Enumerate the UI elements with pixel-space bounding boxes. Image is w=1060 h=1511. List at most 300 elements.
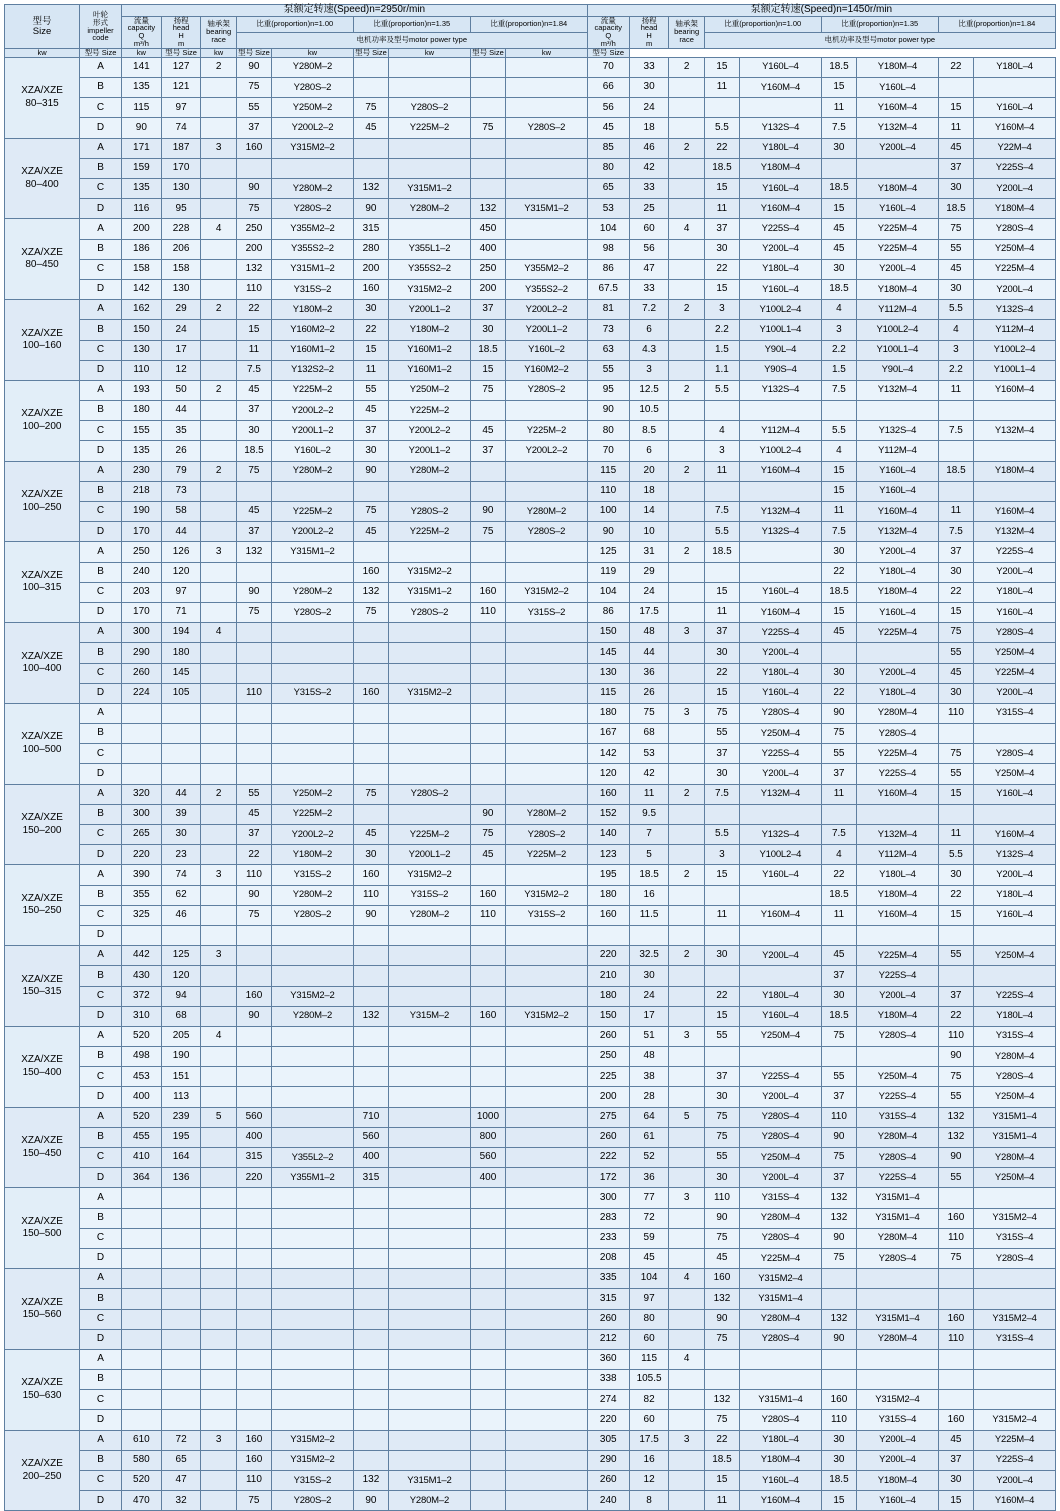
head-1450-cell: 6 bbox=[629, 320, 669, 340]
model-2950-p184-cell bbox=[506, 925, 588, 945]
head-2950-cell: 35 bbox=[161, 421, 201, 441]
header-model-2: 型号 Size bbox=[161, 49, 201, 58]
model-1450-p135-cell bbox=[857, 925, 939, 945]
model-1450-p135-cell: Y132M–4 bbox=[857, 825, 939, 845]
model-2950-p100-cell bbox=[272, 481, 354, 501]
kw-1450-p184-cell: 45 bbox=[938, 138, 973, 158]
kw-2950-p135-cell bbox=[353, 623, 388, 643]
head-1450-cell: 17 bbox=[629, 1006, 669, 1026]
table-row bbox=[5, 1168, 1056, 1188]
capacity-1450-cell: 290 bbox=[587, 1450, 629, 1470]
kw-2950-p135-cell: 30 bbox=[353, 845, 388, 865]
model-2950-p100-cell bbox=[272, 623, 354, 643]
kw-2950-p184-cell bbox=[470, 1450, 505, 1470]
kw-2950-p135-cell: 30 bbox=[353, 441, 388, 461]
model-1450-p100-cell bbox=[740, 542, 822, 562]
kw-1450-p100-cell: 30 bbox=[704, 1087, 739, 1107]
model-1450-p184-cell: Y315M2–4 bbox=[974, 1208, 1056, 1228]
pump-size-line1: XZA/XZE bbox=[21, 731, 63, 743]
model-1450-p135-cell bbox=[857, 1289, 939, 1309]
kw-2950-p135-cell: 55 bbox=[353, 380, 388, 400]
model-2950-p135-cell: Y315M2–2 bbox=[389, 279, 471, 299]
table-row bbox=[5, 421, 1056, 441]
pump-size-line2: 80–450 bbox=[25, 259, 59, 271]
kw-1450-p100-cell: 75 bbox=[704, 1107, 739, 1127]
head-1450-cell: 44 bbox=[629, 643, 669, 663]
model-1450-p100-cell: Y160L–4 bbox=[740, 582, 822, 602]
impeller-code-cell: B bbox=[80, 643, 122, 663]
impeller-code-cell: B bbox=[80, 320, 122, 340]
model-2950-p135-cell bbox=[389, 1067, 471, 1087]
impeller-code-cell: B bbox=[80, 1289, 122, 1309]
head-1450-cell: 17.5 bbox=[629, 602, 669, 622]
kw-1450-p184-cell: 18.5 bbox=[938, 199, 973, 219]
cap-l4: m³/h bbox=[133, 39, 149, 49]
model-1450-p135-cell: Y160L–4 bbox=[857, 78, 939, 98]
head-l1: 扬程 bbox=[173, 15, 189, 25]
head-1450-cell: 24 bbox=[629, 986, 669, 1006]
model-2950-p184-cell bbox=[506, 724, 588, 744]
model-2950-p184-cell: Y280M–2 bbox=[506, 804, 588, 824]
kw-2950-p184-cell bbox=[470, 623, 505, 643]
model-1450-p100-cell: Y100L2–4 bbox=[740, 300, 822, 320]
kw-1450-p100-cell: 132 bbox=[704, 1390, 739, 1410]
kw-1450-p100-cell: 75 bbox=[704, 1228, 739, 1248]
model-1450-p135-cell bbox=[857, 1370, 939, 1390]
model-2950-p135-cell bbox=[389, 1450, 471, 1470]
kw-1450-p100-cell: 37 bbox=[704, 623, 739, 643]
model-1450-p100-cell: Y250M–4 bbox=[740, 1148, 822, 1168]
bearing-2950-cell: 2 bbox=[201, 300, 236, 320]
bearing-2950-cell: 3 bbox=[201, 946, 236, 966]
kw-2950-p135-cell: 45 bbox=[353, 401, 388, 421]
bearing-1450-cell bbox=[669, 925, 704, 945]
model-1450-p100-cell: Y280M–4 bbox=[740, 1309, 822, 1329]
impeller-code-cell: C bbox=[80, 98, 122, 118]
impeller-code-cell: C bbox=[80, 502, 122, 522]
capacity-2950-cell: 142 bbox=[122, 279, 162, 299]
kw-2950-p135-cell: 132 bbox=[353, 179, 388, 199]
model-2950-p135-cell bbox=[389, 57, 471, 77]
bearing-2950-cell: 3 bbox=[201, 1430, 236, 1450]
kw-2950-p135-cell bbox=[353, 542, 388, 562]
kw-2950-p184-cell bbox=[470, 1430, 505, 1450]
bearing-1450-cell bbox=[669, 1148, 704, 1168]
head2-l2: head bbox=[640, 23, 658, 33]
kw-2950-p135-cell bbox=[353, 1087, 388, 1107]
model-1450-p184-cell: Y160M–4 bbox=[974, 1491, 1056, 1511]
model-1450-p184-cell: Y200L–4 bbox=[974, 179, 1056, 199]
bearing-2950-cell bbox=[201, 845, 236, 865]
impeller-code-cell: B bbox=[80, 158, 122, 178]
model-2950-p135-cell bbox=[389, 1269, 471, 1289]
capacity-1450-cell: 104 bbox=[587, 582, 629, 602]
capacity-2950-cell: 135 bbox=[122, 78, 162, 98]
model-1450-p100-cell: Y160L–4 bbox=[740, 683, 822, 703]
bearing-2950-cell bbox=[201, 1450, 236, 1470]
head-1450-cell: 115 bbox=[629, 1349, 669, 1369]
bearing-1450-cell bbox=[669, 1006, 704, 1026]
model-1450-p100-cell: Y100L2–4 bbox=[740, 441, 822, 461]
kw-1450-p135-cell: 18.5 bbox=[821, 179, 856, 199]
impeller-code-cell: D bbox=[80, 1006, 122, 1026]
head-1450-cell: 28 bbox=[629, 1087, 669, 1107]
model-1450-p184-cell: Y160L–4 bbox=[974, 905, 1056, 925]
kw-2950-p100-cell: 11 bbox=[236, 340, 271, 360]
kw-2950-p100-cell: 400 bbox=[236, 1127, 271, 1147]
kw-2950-p135-cell: 22 bbox=[353, 320, 388, 340]
model-1450-p184-cell bbox=[974, 804, 1056, 824]
capacity-1450-cell: 283 bbox=[587, 1208, 629, 1228]
head-2950-cell: 130 bbox=[161, 179, 201, 199]
table-row bbox=[5, 925, 1056, 945]
kw-1450-p135-cell: 4 bbox=[821, 441, 856, 461]
model-1450-p100-cell bbox=[740, 562, 822, 582]
model-2950-p135-cell: Y315M2–2 bbox=[389, 562, 471, 582]
kw-1450-p184-cell: 7.5 bbox=[938, 522, 973, 542]
head-1450-cell: 16 bbox=[629, 885, 669, 905]
head-2950-cell: 39 bbox=[161, 804, 201, 824]
kw-2950-p184-cell bbox=[470, 643, 505, 663]
kw-2950-p135-cell bbox=[353, 1410, 388, 1430]
header-bearing-1450 bbox=[669, 16, 704, 49]
kw-2950-p100-cell bbox=[236, 1329, 271, 1349]
model-2950-p100-cell bbox=[272, 1329, 354, 1349]
capacity-1450-cell: 260 bbox=[587, 1127, 629, 1147]
capacity-1450-cell: 120 bbox=[587, 764, 629, 784]
table-row bbox=[5, 825, 1056, 845]
model-2950-p135-cell bbox=[389, 1107, 471, 1127]
model-2950-p184-cell bbox=[506, 1087, 588, 1107]
kw-1450-p135-cell: 75 bbox=[821, 1026, 856, 1046]
head-1450-cell: 75 bbox=[629, 703, 669, 723]
capacity-1450-cell: 260 bbox=[587, 1471, 629, 1491]
capacity-1450-cell: 260 bbox=[587, 1309, 629, 1329]
model-1450-p184-cell bbox=[974, 1390, 1056, 1410]
kw-1450-p184-cell bbox=[938, 1370, 973, 1390]
kw-1450-p135-cell: 90 bbox=[821, 1329, 856, 1349]
capacity-2950-cell: 455 bbox=[122, 1127, 162, 1147]
table-row bbox=[5, 1269, 1056, 1289]
head-2950-cell bbox=[161, 1410, 201, 1430]
model-1450-p135-cell: Y160L–4 bbox=[857, 461, 939, 481]
model-2950-p135-cell bbox=[389, 925, 471, 945]
table-row bbox=[5, 259, 1056, 279]
head-2950-cell bbox=[161, 1228, 201, 1248]
model-2950-p100-cell bbox=[272, 966, 354, 986]
model-2950-p100-cell: Y315M1–2 bbox=[272, 259, 354, 279]
kw-2950-p100-cell: 55 bbox=[236, 784, 271, 804]
capacity-2950-cell: 135 bbox=[122, 441, 162, 461]
model-1450-p100-cell: Y180M–4 bbox=[740, 1450, 822, 1470]
model-2950-p100-cell bbox=[272, 1047, 354, 1067]
model-1450-p100-cell: Y90L–4 bbox=[740, 340, 822, 360]
bearing-2950-cell bbox=[201, 239, 236, 259]
header-model-1: 型号 Size bbox=[80, 49, 122, 58]
impeller-code-cell: A bbox=[80, 300, 122, 320]
model-1450-p100-cell: Y315M2–4 bbox=[740, 1269, 822, 1289]
model-2950-p100-cell: Y315S–2 bbox=[272, 683, 354, 703]
kw-1450-p184-cell: 11 bbox=[938, 825, 973, 845]
bearing-2950-cell: 2 bbox=[201, 461, 236, 481]
model-2950-p100-cell: Y280M–2 bbox=[272, 582, 354, 602]
model-1450-p135-cell: Y112M–4 bbox=[857, 441, 939, 461]
kw-1450-p184-cell: 7.5 bbox=[938, 421, 973, 441]
bearing-2950-cell bbox=[201, 925, 236, 945]
pump-size-line1: XZA/XZE bbox=[21, 1054, 63, 1066]
capacity-2950-cell bbox=[122, 1269, 162, 1289]
impeller-code-cell: C bbox=[80, 1148, 122, 1168]
table-row bbox=[5, 764, 1056, 784]
model-1450-p100-cell bbox=[740, 481, 822, 501]
model-1450-p100-cell: Y160M–4 bbox=[740, 78, 822, 98]
kw-1450-p184-cell: 55 bbox=[938, 764, 973, 784]
kw-2950-p100-cell bbox=[236, 1067, 271, 1087]
bearing-1450-cell: 3 bbox=[669, 1026, 704, 1046]
bearing-1450-cell bbox=[669, 1228, 704, 1248]
model-2950-p184-cell bbox=[506, 1349, 588, 1369]
model-1450-p135-cell: Y180L–4 bbox=[857, 683, 939, 703]
capacity-1450-cell: 240 bbox=[587, 1491, 629, 1511]
model-1450-p135-cell bbox=[857, 401, 939, 421]
kw-1450-p184-cell: 37 bbox=[938, 986, 973, 1006]
kw-1450-p184-cell: 15 bbox=[938, 784, 973, 804]
head-1450-cell: 18 bbox=[629, 118, 669, 138]
table-row bbox=[5, 1410, 1056, 1430]
bearing-2950-cell bbox=[201, 764, 236, 784]
model-1450-p135-cell: Y180M–4 bbox=[857, 1006, 939, 1026]
head-2950-cell: 46 bbox=[161, 905, 201, 925]
pump-size-cell bbox=[5, 300, 80, 381]
capacity-1450-cell: 98 bbox=[587, 239, 629, 259]
kw-1450-p135-cell: 30 bbox=[821, 663, 856, 683]
kw-1450-p184-cell: 160 bbox=[938, 1208, 973, 1228]
kw-2950-p184-cell bbox=[470, 1370, 505, 1390]
kw-2950-p135-cell bbox=[353, 1269, 388, 1289]
kw-2950-p100-cell bbox=[236, 925, 271, 945]
model-1450-p135-cell: Y280M–4 bbox=[857, 703, 939, 723]
model-1450-p184-cell: Y200L–4 bbox=[974, 279, 1056, 299]
model-1450-p135-cell: Y200L–4 bbox=[857, 1430, 939, 1450]
model-2950-p135-cell bbox=[389, 623, 471, 643]
table-row bbox=[5, 1430, 1056, 1450]
capacity-1450-cell: 125 bbox=[587, 542, 629, 562]
capacity-1450-cell: 233 bbox=[587, 1228, 629, 1248]
model-1450-p135-cell bbox=[857, 804, 939, 824]
capacity-1450-cell: 180 bbox=[587, 885, 629, 905]
kw-2950-p100-cell: 37 bbox=[236, 401, 271, 421]
impeller-code-cell: D bbox=[80, 279, 122, 299]
kw-2950-p100-cell: 250 bbox=[236, 219, 271, 239]
kw-1450-p135-cell: 3 bbox=[821, 320, 856, 340]
kw-1450-p135-cell: 4 bbox=[821, 845, 856, 865]
capacity-1450-cell: 167 bbox=[587, 724, 629, 744]
model-2950-p100-cell bbox=[272, 1248, 354, 1268]
model-2950-p184-cell bbox=[506, 1047, 588, 1067]
model-1450-p184-cell: Y225S–4 bbox=[974, 986, 1056, 1006]
kw-2950-p135-cell bbox=[353, 1390, 388, 1410]
head-1450-cell: 5 bbox=[629, 845, 669, 865]
capacity-2950-cell bbox=[122, 1188, 162, 1208]
kw-1450-p100-cell: 5.5 bbox=[704, 522, 739, 542]
model-1450-p135-cell: Y225S–4 bbox=[857, 764, 939, 784]
head-2950-cell: 74 bbox=[161, 118, 201, 138]
kw-1450-p100-cell: 55 bbox=[704, 1026, 739, 1046]
pump-size-cell bbox=[5, 946, 80, 1027]
model-2950-p135-cell: Y250M–2 bbox=[389, 380, 471, 400]
impeller-code-cell: A bbox=[80, 1188, 122, 1208]
kw-1450-p135-cell: 132 bbox=[821, 1309, 856, 1329]
capacity-1450-cell: 95 bbox=[587, 380, 629, 400]
model-2950-p184-cell bbox=[506, 179, 588, 199]
bearing-1450-cell bbox=[669, 360, 704, 380]
kw-1450-p100-cell: 30 bbox=[704, 239, 739, 259]
model-2950-p135-cell bbox=[389, 1148, 471, 1168]
table-row bbox=[5, 542, 1056, 562]
model-2950-p184-cell bbox=[506, 481, 588, 501]
kw-2950-p184-cell: 18.5 bbox=[470, 340, 505, 360]
bearing-2950-cell bbox=[201, 885, 236, 905]
kw-1450-p135-cell: 15 bbox=[821, 1491, 856, 1511]
kw-2950-p184-cell: 90 bbox=[470, 502, 505, 522]
kw-1450-p135-cell: 4 bbox=[821, 300, 856, 320]
model-1450-p184-cell: Y280S–4 bbox=[974, 219, 1056, 239]
model-2950-p184-cell bbox=[506, 219, 588, 239]
impeller-l3: impeller bbox=[87, 25, 114, 35]
model-1450-p100-cell: Y180L–4 bbox=[740, 1430, 822, 1450]
model-1450-p100-cell bbox=[740, 401, 822, 421]
capacity-2950-cell: 355 bbox=[122, 885, 162, 905]
kw-1450-p135-cell: 110 bbox=[821, 1410, 856, 1430]
model-1450-p100-cell: Y132S–4 bbox=[740, 380, 822, 400]
model-1450-p184-cell: Y100L2–4 bbox=[974, 340, 1056, 360]
capacity-2950-cell bbox=[122, 1208, 162, 1228]
bearing-1450-cell bbox=[669, 98, 704, 118]
model-1450-p184-cell: Y225S–4 bbox=[974, 542, 1056, 562]
model-1450-p100-cell: Y250M–4 bbox=[740, 724, 822, 744]
model-1450-p184-cell bbox=[974, 966, 1056, 986]
bearing-1450-cell bbox=[669, 1491, 704, 1511]
head-1450-cell: 30 bbox=[629, 966, 669, 986]
table-row bbox=[5, 179, 1056, 199]
capacity-1450-cell: 119 bbox=[587, 562, 629, 582]
model-1450-p184-cell bbox=[974, 1269, 1056, 1289]
model-2950-p135-cell bbox=[389, 1168, 471, 1188]
impeller-code-cell: A bbox=[80, 703, 122, 723]
model-2950-p100-cell: Y225M–2 bbox=[272, 380, 354, 400]
kw-1450-p184-cell: 110 bbox=[938, 703, 973, 723]
model-1450-p100-cell: Y112M–4 bbox=[740, 421, 822, 441]
kw-2950-p184-cell: 15 bbox=[470, 360, 505, 380]
kw-2950-p135-cell: 75 bbox=[353, 502, 388, 522]
kw-2950-p100-cell: 110 bbox=[236, 865, 271, 885]
kw-1450-p184-cell bbox=[938, 1289, 973, 1309]
model-2950-p184-cell: Y280S–2 bbox=[506, 825, 588, 845]
kw-2950-p100-cell: 90 bbox=[236, 1006, 271, 1026]
head-1450-cell: 33 bbox=[629, 179, 669, 199]
bearing-1450-cell bbox=[669, 986, 704, 1006]
kw-1450-p184-cell: 15 bbox=[938, 602, 973, 622]
kw-2950-p135-cell: 132 bbox=[353, 1006, 388, 1026]
kw-2950-p100-cell bbox=[236, 1309, 271, 1329]
table-row bbox=[5, 57, 1056, 77]
cap-l1: 流量 bbox=[133, 15, 149, 25]
bearing-2950-cell bbox=[201, 1329, 236, 1349]
impeller-code-cell: C bbox=[80, 582, 122, 602]
bearing-1450-cell: 2 bbox=[669, 138, 704, 158]
model-2950-p184-cell bbox=[506, 158, 588, 178]
kw-1450-p100-cell: 1.1 bbox=[704, 360, 739, 380]
model-1450-p135-cell: Y280S–4 bbox=[857, 1248, 939, 1268]
table-row bbox=[5, 279, 1056, 299]
model-1450-p184-cell: Y132M–4 bbox=[974, 421, 1056, 441]
pump-size-line2: 80–315 bbox=[25, 97, 59, 109]
model-2950-p100-cell bbox=[272, 1410, 354, 1430]
head-2950-cell bbox=[161, 1309, 201, 1329]
model-1450-p135-cell: Y280M–4 bbox=[857, 1329, 939, 1349]
model-2950-p100-cell bbox=[272, 1269, 354, 1289]
bearing-1450-cell: 3 bbox=[669, 1430, 704, 1450]
kw-1450-p184-cell: 22 bbox=[938, 57, 973, 77]
model-2950-p100-cell: Y132S2–2 bbox=[272, 360, 354, 380]
kw-2950-p100-cell bbox=[236, 966, 271, 986]
kw-1450-p135-cell bbox=[821, 925, 856, 945]
capacity-1450-cell: 220 bbox=[587, 946, 629, 966]
impeller-code-cell: A bbox=[80, 946, 122, 966]
pump-size-cell bbox=[5, 623, 80, 704]
kw-1450-p100-cell: 7.5 bbox=[704, 784, 739, 804]
kw-2950-p100-cell: 75 bbox=[236, 199, 271, 219]
kw-2950-p100-cell: 75 bbox=[236, 461, 271, 481]
kw-2950-p135-cell bbox=[353, 663, 388, 683]
kw-2950-p184-cell bbox=[470, 1188, 505, 1208]
table-row bbox=[5, 1148, 1056, 1168]
kw-2950-p135-cell bbox=[353, 703, 388, 723]
kw-2950-p135-cell bbox=[353, 1309, 388, 1329]
capacity-1450-cell: 104 bbox=[587, 219, 629, 239]
model-2950-p184-cell: Y200L2–2 bbox=[506, 300, 588, 320]
capacity-1450-cell: 73 bbox=[587, 320, 629, 340]
model-1450-p135-cell: Y280S–4 bbox=[857, 1148, 939, 1168]
head-2950-cell: 94 bbox=[161, 986, 201, 1006]
head-2950-cell: 68 bbox=[161, 1006, 201, 1026]
kw-2950-p100-cell: 110 bbox=[236, 683, 271, 703]
kw-1450-p184-cell: 160 bbox=[938, 1309, 973, 1329]
capacity-2950-cell: 220 bbox=[122, 845, 162, 865]
kw-1450-p100-cell: 11 bbox=[704, 461, 739, 481]
kw-2950-p135-cell: 90 bbox=[353, 461, 388, 481]
kw-1450-p184-cell: 30 bbox=[938, 683, 973, 703]
bearing-1450-cell bbox=[669, 683, 704, 703]
capacity-1450-cell: 160 bbox=[587, 905, 629, 925]
model-2950-p100-cell bbox=[272, 1087, 354, 1107]
model-2950-p184-cell bbox=[506, 986, 588, 1006]
head-2950-cell: 44 bbox=[161, 401, 201, 421]
kw-1450-p184-cell: 110 bbox=[938, 1228, 973, 1248]
kw-2950-p184-cell bbox=[470, 1410, 505, 1430]
head2-l3: H bbox=[646, 31, 652, 41]
table-row bbox=[5, 118, 1056, 138]
model-1450-p135-cell: Y225M–4 bbox=[857, 946, 939, 966]
model-2950-p184-cell bbox=[506, 946, 588, 966]
capacity-2950-cell: 158 bbox=[122, 259, 162, 279]
impeller-code-cell: A bbox=[80, 865, 122, 885]
bearing-2950-cell bbox=[201, 966, 236, 986]
model-1450-p135-cell: Y200L–4 bbox=[857, 986, 939, 1006]
model-1450-p184-cell: Y160L–4 bbox=[974, 98, 1056, 118]
cap-l3: Q bbox=[138, 31, 145, 41]
model-2950-p100-cell: Y280M–2 bbox=[272, 57, 354, 77]
